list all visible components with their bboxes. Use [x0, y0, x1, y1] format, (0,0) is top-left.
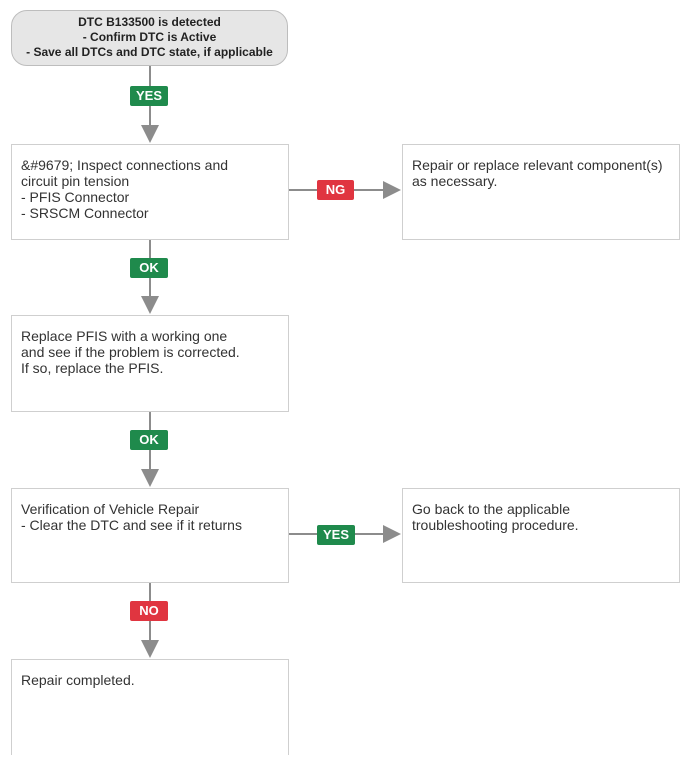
ok-badge: OK	[130, 430, 168, 450]
arrowhead-down	[141, 469, 159, 487]
box-line: Verification of Vehicle Repair	[21, 501, 200, 517]
box-line: as necessary.	[412, 173, 498, 189]
box-line: Go back to the applicable	[412, 501, 570, 517]
repair-component-box	[402, 144, 680, 240]
box-line: circuit pin tension	[21, 173, 130, 189]
go-back-box	[402, 488, 680, 583]
ok-badge: OK	[130, 258, 168, 278]
box-line: - SRSCM Connector	[21, 205, 149, 221]
box-line: and see if the problem is corrected.	[21, 344, 240, 360]
arrowhead-down	[141, 640, 159, 658]
box-line: Replace PFIS with a working one	[21, 328, 228, 344]
start-line: - Confirm DTC is Active	[82, 30, 217, 44]
inspect-connections-box	[11, 144, 289, 240]
arrowhead-right	[383, 181, 401, 199]
start-line: DTC B133500 is detected	[78, 15, 221, 29]
repair-completed-box	[11, 659, 289, 755]
verification-box	[11, 488, 289, 583]
arrowhead-right	[383, 525, 401, 543]
box-line: - PFIS Connector	[21, 189, 130, 205]
box-line: Repair or replace relevant component(s)	[412, 157, 663, 173]
box-line: - Clear the DTC and see if it returns	[21, 517, 242, 533]
box-line: If so, replace the PFIS.	[21, 360, 164, 376]
box-line: &#9679; Inspect connections and	[21, 157, 229, 173]
replace-pfis-box	[11, 315, 289, 412]
yes-badge: YES	[130, 86, 168, 106]
arrowhead-down	[141, 125, 159, 143]
no-badge: NO	[130, 601, 168, 621]
start-line: - Save all DTCs and DTC state, if applicable	[26, 45, 273, 59]
yes-badge: YES	[317, 525, 355, 545]
arrowhead-down	[141, 296, 159, 314]
box-line: Repair completed.	[21, 672, 135, 688]
start-node	[11, 10, 288, 66]
ng-badge: NG	[317, 180, 354, 200]
box-line: troubleshooting procedure.	[412, 517, 579, 533]
